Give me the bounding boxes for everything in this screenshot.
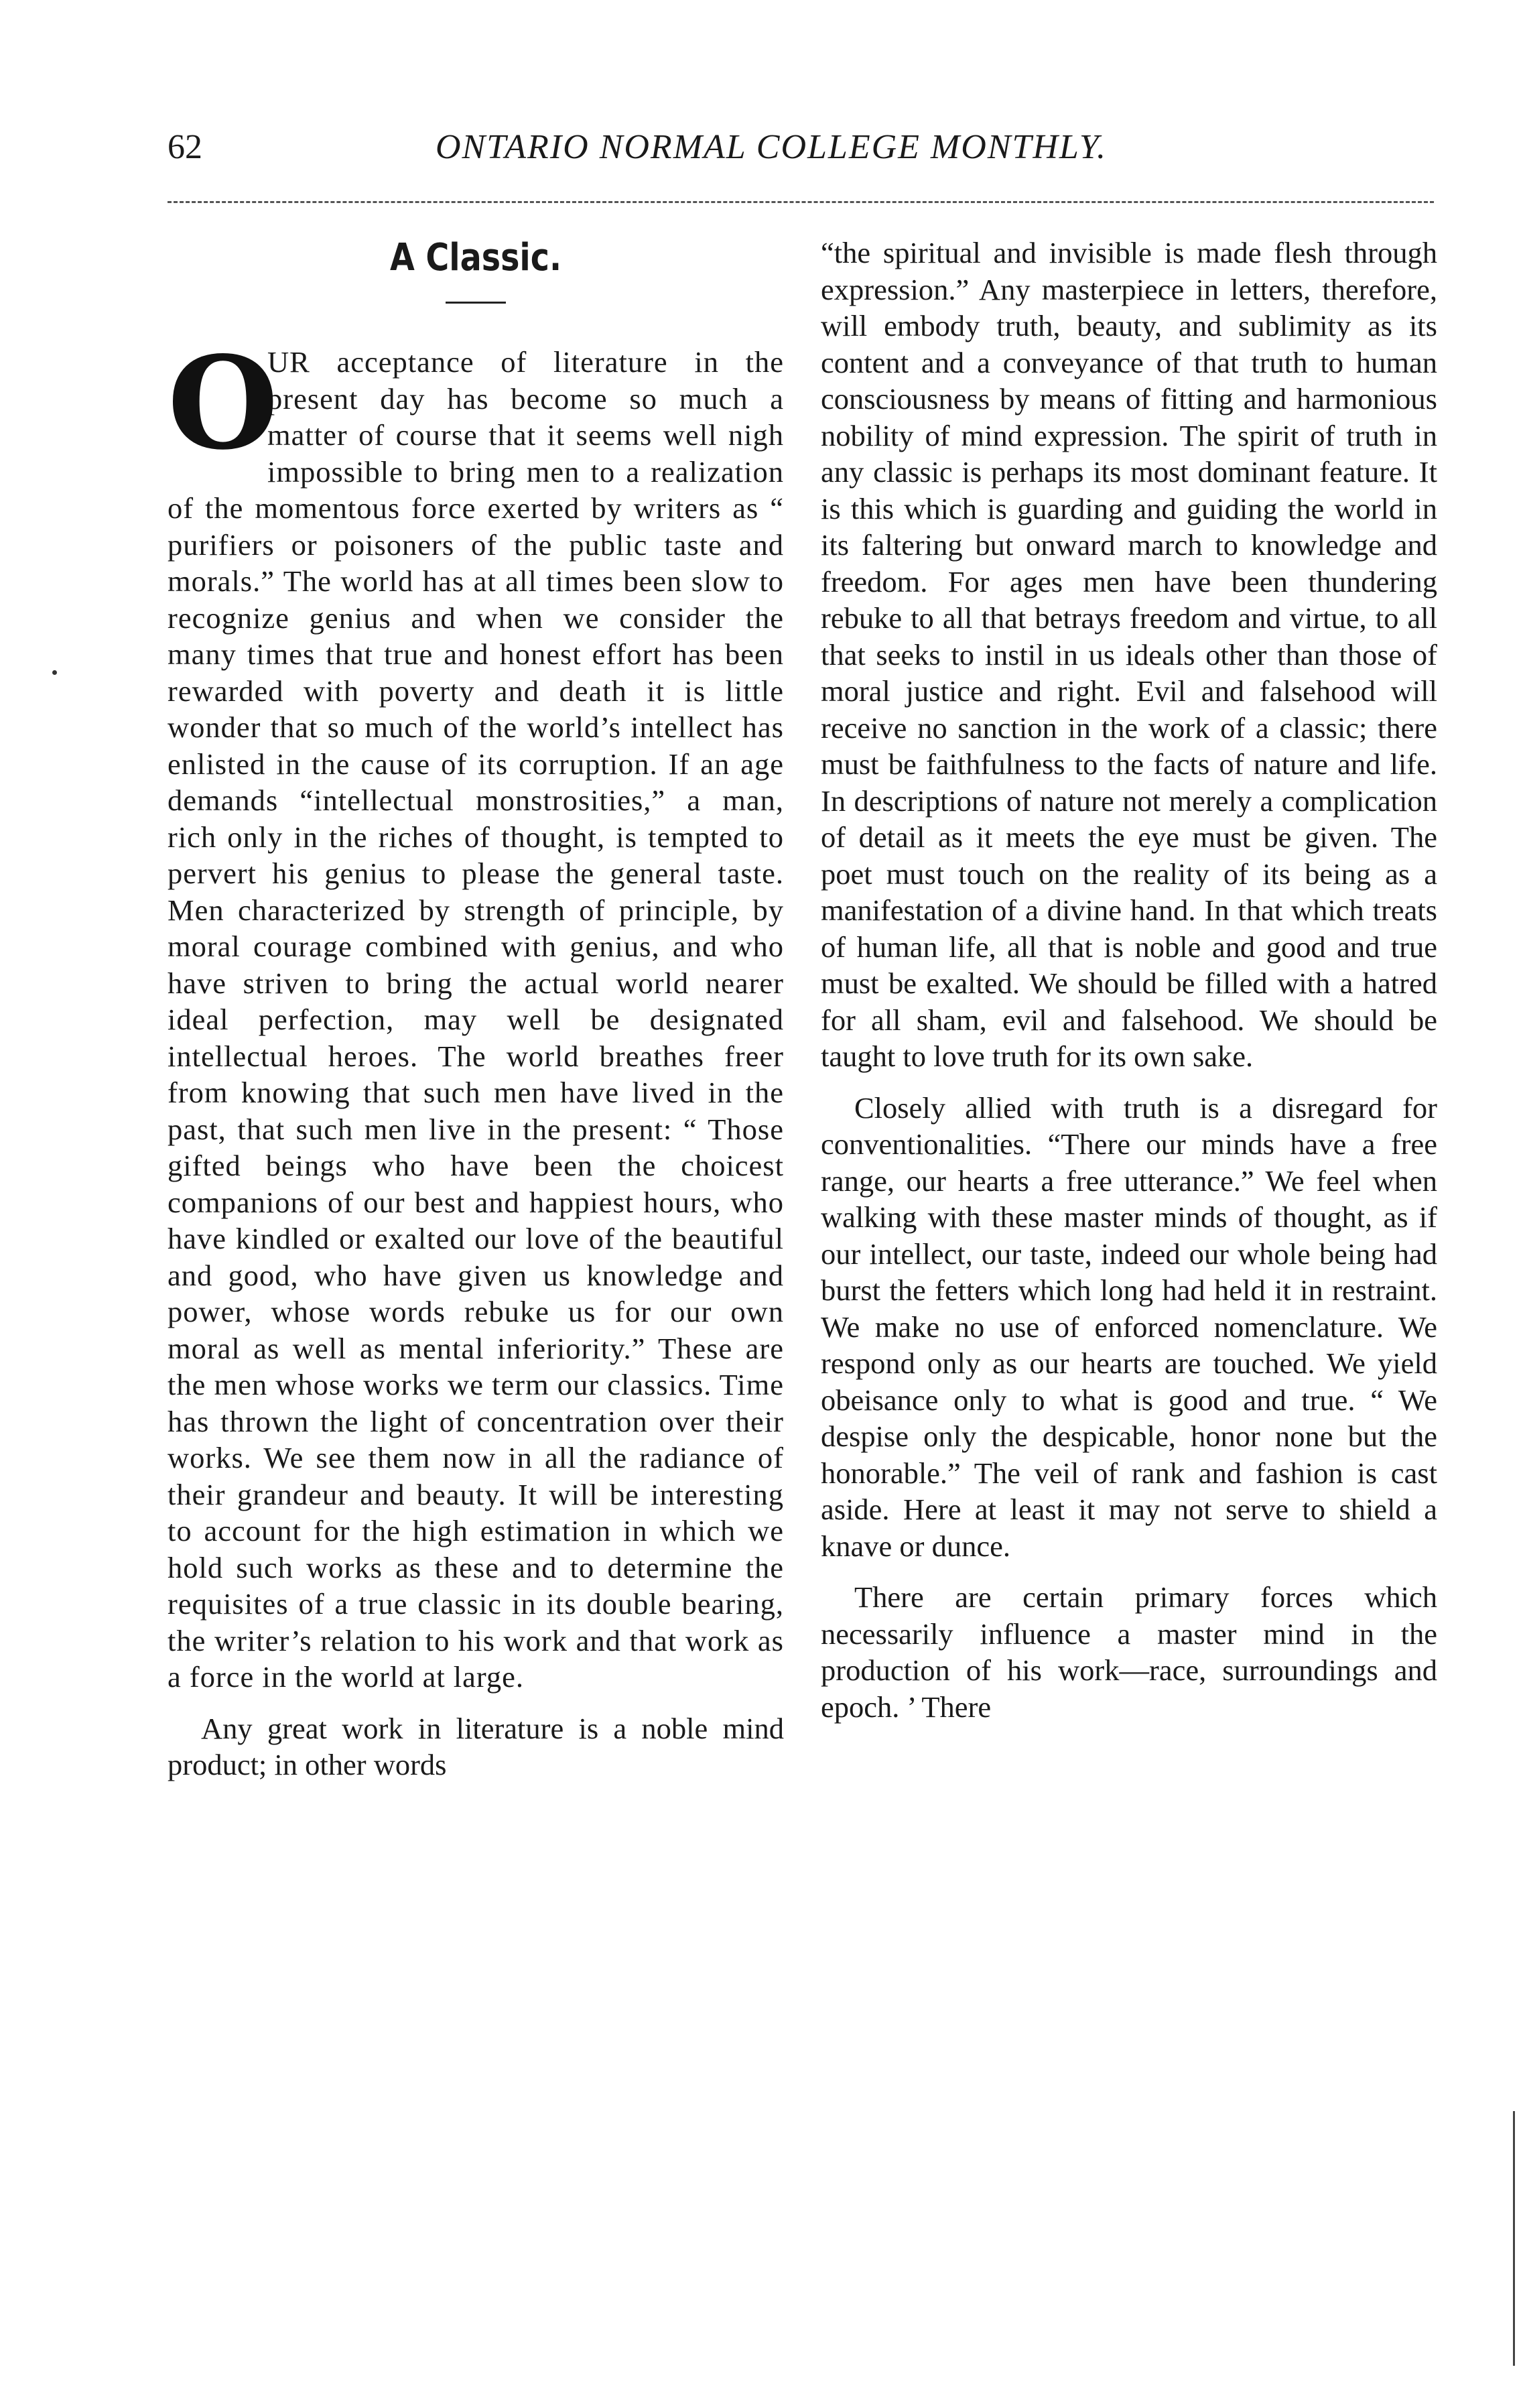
article-title: A Classic. bbox=[389, 236, 562, 279]
journal-title: ONTARIO NORMAL COLLEGE MONTHLY. bbox=[436, 128, 1107, 166]
left-column bbox=[168, 235, 784, 1798]
opening-paragraph-text: UR acceptance of literature in the present day has become so much a matter of course that it seems well nigh impossible to bring men to a realization of the momentous force exerted by writers as “ purifiers or poisoners of the public taste and morals.” The world has at all times been slow to recognize genius and when we consider the many times that true and honest effort has been rewarded with poverty and death it is little wonder that so much of the world’s intellect has enlisted in the cause of its corruption. If an age demands “intellectual monstrosities,” a man, rich only in the riches of thought, is tempted to pervert his genius to please the general taste. Men characterized by strength of principle, by moral courage combined with genius, and who have striven to bring the actual world nearer ideal perfection, may well be designated intellectual heroes. The world breathes freer from knowing that such men have lived in the past, that such men live in the present: “ Those gifted beings who have been the choicest companions of our best and happiest hours, who have kindled or exalted our love of the beautiful and good, who have given us knowledge and power, whose words rebuke us for our own moral as well as mental inferiority.” These are the men whose works we term our classics. Time has thrown the light of concentration over their works. We see them now in all the radiance of their grandeur and beauty. It will be interesting to account for the high estimation in which we hold such works as these and to determine the requisites of a true classic in its double bearing, the writer’s relation to his work and that work as a force in the world at large. bbox=[168, 345, 784, 1694]
dropcap-ornament bbox=[168, 328, 279, 478]
right-column bbox=[821, 235, 1437, 1740]
paragraph-conventionalities: Closely allied with truth is a disregard for conventionalities. “There our minds have a free range, our hearts a free utterance.” We feel when walking with these master minds of thought, as if our intellect, our taste, indeed our whole being had burst the fetters which long had held it in restraint. We make no use of enforced nomenclature. We respond only as our hearts are touched. We yield obeisance only to what is good and true. “ We despise only the despicable, honor none but the honorable.” The veil of rank and fashion is cast aside. Here at least it may not serve to shield a knave or dunce. bbox=[821, 1090, 1437, 1563]
header-rule bbox=[168, 201, 1434, 203]
dropcap-letter: O bbox=[168, 328, 279, 478]
title-rule bbox=[446, 302, 506, 304]
paragraph-any-great-work: Any great work in literature is a noble mind product; in other words bbox=[168, 1711, 784, 1781]
margin-speck bbox=[52, 670, 57, 675]
opening-paragraph bbox=[168, 328, 784, 1696]
page-number: 62 bbox=[168, 128, 202, 166]
running-head bbox=[168, 127, 1441, 174]
paragraph-continuation: “the spiritual and invisible is made flesh through expression.” Any masterpiece in letters, therefore, will embody truth, beauty, and sublimity as its content and a conveyance of that truth to human consciousness by means of fitting and harmonious nobility of mind expression. The spirit of truth in any classic is perhaps its most dominant feature. It is this which is guarding and guiding the world in its faltering but onward march to knowledge and freedom. For ages men have been thundering rebuke to all that betrays freedom and virtue, to all that seeks to instil in us ideals other than those of moral justice and right. Evil and falsehood will receive no sanction in the work of a classic; there must be faithfulness to the facts of nature and life. In descriptions of nature not merely a complication of detail as it meets the eye must be given. The poet must touch on the reality of its being as a manifestation of a divine hand. In that which treats of human life, all that is noble and good and true must be exalted. We should be filled with a hatred for all sham, evil and falsehood. We should be taught to love truth for its own sake. bbox=[821, 236, 1437, 1073]
page-edge-mark bbox=[1513, 2111, 1515, 2366]
paragraph-primary-forces: There are certain primary forces which necessarily influence a master mind in the production of his work—race, surroundings and epoch. ’ There bbox=[821, 1580, 1437, 1724]
